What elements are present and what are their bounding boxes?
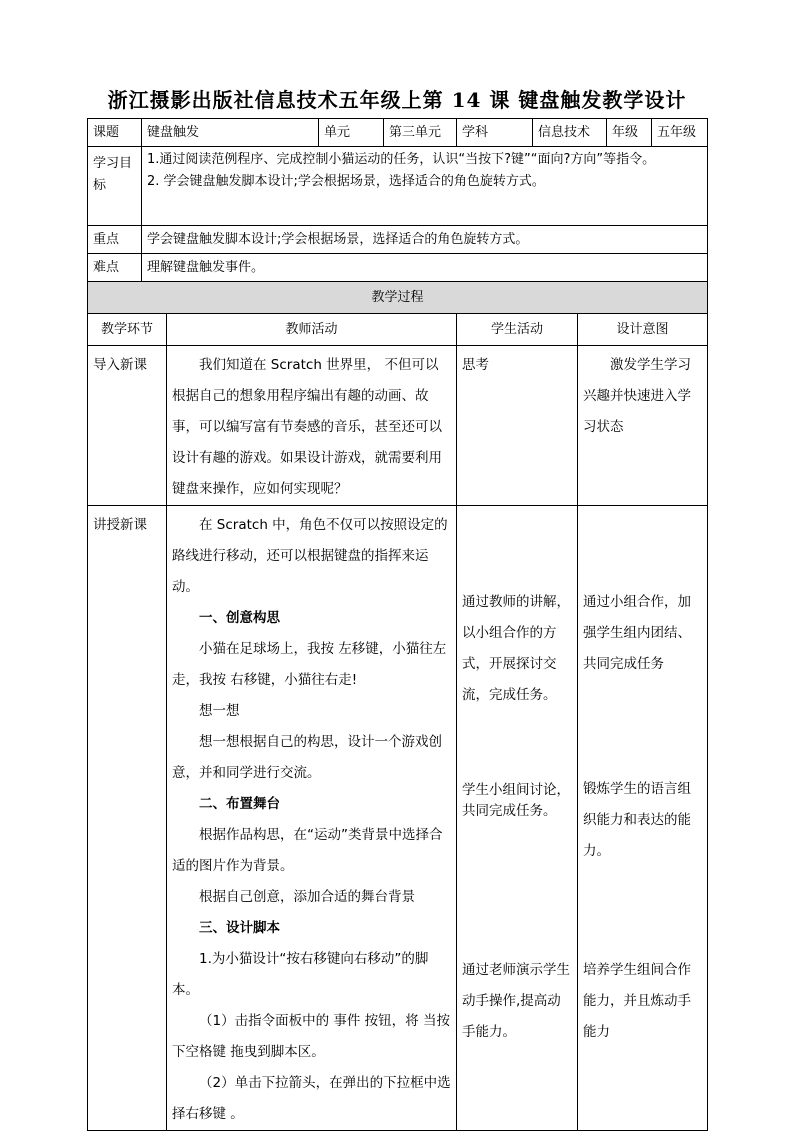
lecture-row	[88, 506, 708, 1131]
lecture-p7: 1.为小猫设计“按右移键向右移动”的脚本。	[172, 951, 429, 998]
lecture-i3: 培养学生组间合作能力，并且炼动手能力	[583, 962, 692, 1040]
difficulty-row	[88, 254, 708, 282]
key-point-row	[88, 226, 708, 254]
lecture-i2: 锻炼学生的语言组织能力和表达的能力。	[583, 781, 692, 859]
col-stage: 教学环节	[88, 314, 167, 346]
difficulty-text: 理解键盘触发事件。	[142, 254, 708, 282]
subject-label: 学科	[457, 119, 533, 147]
process-header-row	[88, 282, 708, 314]
lecture-h2: 二、布置舞台	[199, 796, 280, 812]
col-teacher: 教师活动	[167, 314, 457, 346]
goal-2: 2. 学会键盘触发脚本设计;学会根据场景，选择适合的角色旋转方式。	[147, 174, 545, 189]
col-student: 学生活动	[457, 314, 578, 346]
lecture-p5: 根据作品构思，在“运动”类背景中选择合适的图片作为背景。	[172, 827, 443, 874]
lecture-p2: 小猫在足球场上，我按 左移键，小猫往左走，我按 右移键，小猫往右走!	[172, 641, 447, 688]
process-header: 教学过程	[88, 282, 708, 314]
goals-content	[142, 147, 708, 226]
lecture-stage: 讲授新课	[88, 506, 167, 1131]
col-intent: 设计意图	[578, 314, 708, 346]
difficulty-label: 难点	[88, 254, 142, 282]
intro-intent-cell	[578, 346, 708, 506]
lecture-s3: 通过老师演示学生动手操作,提高动手能力。	[462, 962, 571, 1040]
info-row	[88, 119, 708, 147]
lecture-p9: （2）单击下拉箭头，在弹出的下拉框中选择右移键 。	[172, 1075, 451, 1122]
lecture-student	[457, 506, 578, 1131]
lecture-h1: 一、创意构思	[199, 610, 280, 626]
lecture-p1: 在 Scratch 中，角色不仅可以按照设定的路线进行移动，还可以根据键盘的指挥来运动。	[172, 517, 448, 595]
document-title: 浙江摄影出版社信息技术五年级上第 14 课 键盘触发教学设计	[107, 88, 687, 112]
goals-label: 学习目标	[88, 147, 142, 226]
lecture-s1: 通过教师的讲解，以小组合作的方式，开展探讨交流，完成任务。	[462, 594, 571, 703]
topic-value: 键盘触发	[142, 119, 319, 147]
goals-row	[88, 147, 708, 226]
intro-teacher-cell	[167, 346, 457, 506]
topic-label: 课题	[88, 119, 142, 147]
lecture-p3: 想一想	[199, 703, 240, 719]
unit-value: 第三单元	[384, 119, 457, 147]
lecture-p6: 根据自己创意，添加合适的舞台背景	[199, 889, 415, 905]
lecture-i1: 通过小组合作，加强学生组内团结、共同完成任务	[583, 594, 692, 672]
lesson-plan-table	[87, 118, 708, 1131]
intro-teacher: 我们知道在 Scratch 世界里， 不但可以根据自己的想象用程序编出有趣的动画、故事，可以编写富有节奏感的音乐，甚至还可以设计有趣的游戏。如果设计游戏，就需要利用键盘来操作，应如何实现呢？	[172, 357, 442, 497]
intro-stage: 导入新课	[88, 346, 167, 506]
goal-1: 1.通过阅读范例程序、完成控制小猫运动的任务，认识“当按下?键”“面向?方向”等指令。	[147, 152, 656, 167]
subject-value: 信息技术	[533, 119, 607, 147]
intro-row	[88, 346, 708, 506]
key-point-text: 学会键盘触发脚本设计;学会根据场景，选择适合的角色旋转方式。	[142, 226, 708, 254]
lecture-s2: 学生小组间讨论，共同完成任务。	[462, 782, 571, 819]
lecture-intent	[578, 506, 708, 1131]
lecture-p4: 想一想根据自己的构思，设计一个游戏创意，并和同学进行交流。	[172, 734, 442, 781]
intro-intent: 激发学生学习兴趣并快速进入学习状态	[583, 357, 692, 435]
unit-label: 单元	[319, 119, 384, 147]
lecture-teacher	[167, 506, 457, 1131]
lecture-p8: （1）击指令面板中的 事件 按钮，将 当按下空格键 拖曳到脚本区。	[172, 1013, 450, 1060]
lecture-h3: 三、设计脚本	[199, 920, 280, 936]
grade-value: 五年级	[652, 119, 708, 147]
intro-student: 思考	[457, 346, 578, 506]
column-header-row	[88, 314, 708, 346]
grade-label: 年级	[607, 119, 652, 147]
key-point-label: 重点	[88, 226, 142, 254]
